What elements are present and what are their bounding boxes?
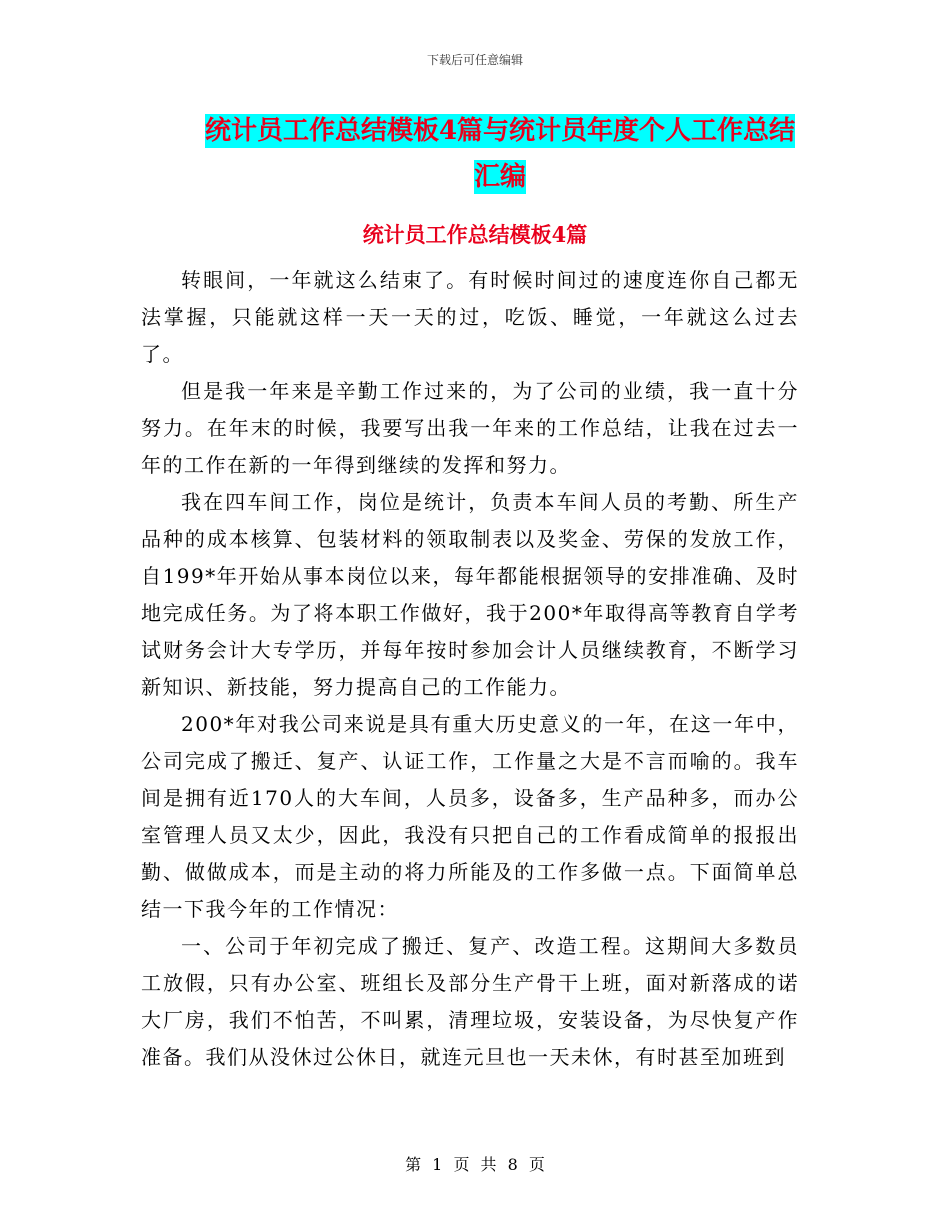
document-title-line-2: 汇编 [473,162,526,192]
page-header-note: 下载后可任意编辑 [426,53,523,67]
paragraph-1: 转眼间，一年就这么结束了。有时候时间过的速度连你自己都无法掌握，只能就这样一天一天的过，吃饭、睡觉，一年就这么过去了。 [141,268,799,366]
section-title: 统计员工作总结模板4篇 [362,222,588,247]
paragraph-2: 但是我一年来是辛勤工作过来的，为了公司的业绩，我一直十分努力。在年末的时候，我要写出我一年来的工作总结，让我在过去一年的工作在新的一年得到继续的发挥和努力。 [141,379,799,477]
page-number-footer: 第 1 页 共 8 页 [405,1155,545,1174]
document-title [180,108,820,200]
document-title-line-1: 统计员工作总结模板4篇与统计员年度个人工作总结 [204,116,796,146]
paragraph-3: 我在四车间工作，岗位是统计，负责本车间人员的考勤、所生产品种的成本核算、包装材料的领取制表以及奖金、劳保的发放工作，自199*年开始从事本岗位以来，每年都能根据领导的安排准确、及时地完成任务。为了将本职工作做好，我于200*年取得高等教育自学考试财务会计大专学历，并每年按时参加会计人员继续教育，不断学习新知识、新技能，努力提高自己的工作能力。 [141,490,799,699]
paragraph-4: 200*年对我公司来说是具有重大历史意义的一年，在这一年中，公司完成了搬迁、复产、认证工作，工作量之大是不言而喻的。我车间是拥有近170人的大车间，人员多，设备多，生产品种多，而办公室管理人员又太少，因此，我没有只把自己的工作看成简单的报报出勤、做做成本，而是主动的将力所能及的工作多做一点。下面简单总结一下我今年的工作情况： [141,712,799,921]
paragraph-5: 一、公司于年初完成了搬迁、复产、改造工程。这期间大多数员工放假，只有办公室、班组长及部分生产骨干上班，面对新落成的诺大厂房，我们不怕苦，不叫累，清理垃圾，安装设备，为尽快复产作准备。我们从没休过公休日，就连元旦也一天未休，有时甚至加班到 [141,934,799,1069]
document-body [141,262,799,1076]
